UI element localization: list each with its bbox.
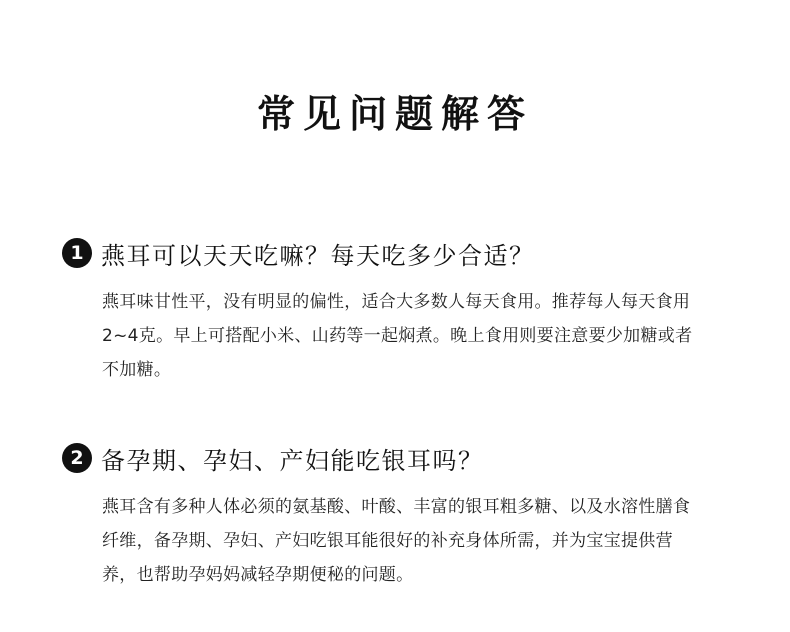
- faq-question: 燕耳可以天天吃嘛？每天吃多少合适？: [101, 241, 535, 270]
- number-badge-icon: 2: [62, 443, 92, 473]
- faq-answer: 燕耳含有多种人体必须的氨基酸、叶酸、丰富的银耳粗多糖、以及水溶性膳食纤维，备孕期、孕妇、产妇吃银耳能很好的补充身体所需，并为宝宝提供营养，也帮助孕妈妈减轻孕期便秘的问题。: [102, 497, 691, 585]
- faq-question-row: [62, 233, 722, 273]
- faq-item: [62, 233, 722, 387]
- faq-question: 备孕期、孕妇、产妇能吃银耳吗？: [101, 446, 484, 475]
- faq-answer: 燕耳味甘性平，没有明显的偏性，适合大多数人每天食用。推荐每人每天食用2~4克。早上可搭配小米、山药等一起焖煮。晚上食用则要注意要少加糖或者不加糖。: [102, 292, 693, 380]
- number-badge-icon: 1: [62, 238, 92, 268]
- page-title: 常见问题解答: [256, 92, 533, 136]
- faq-item: [62, 438, 722, 592]
- faq-question-row: [62, 438, 722, 478]
